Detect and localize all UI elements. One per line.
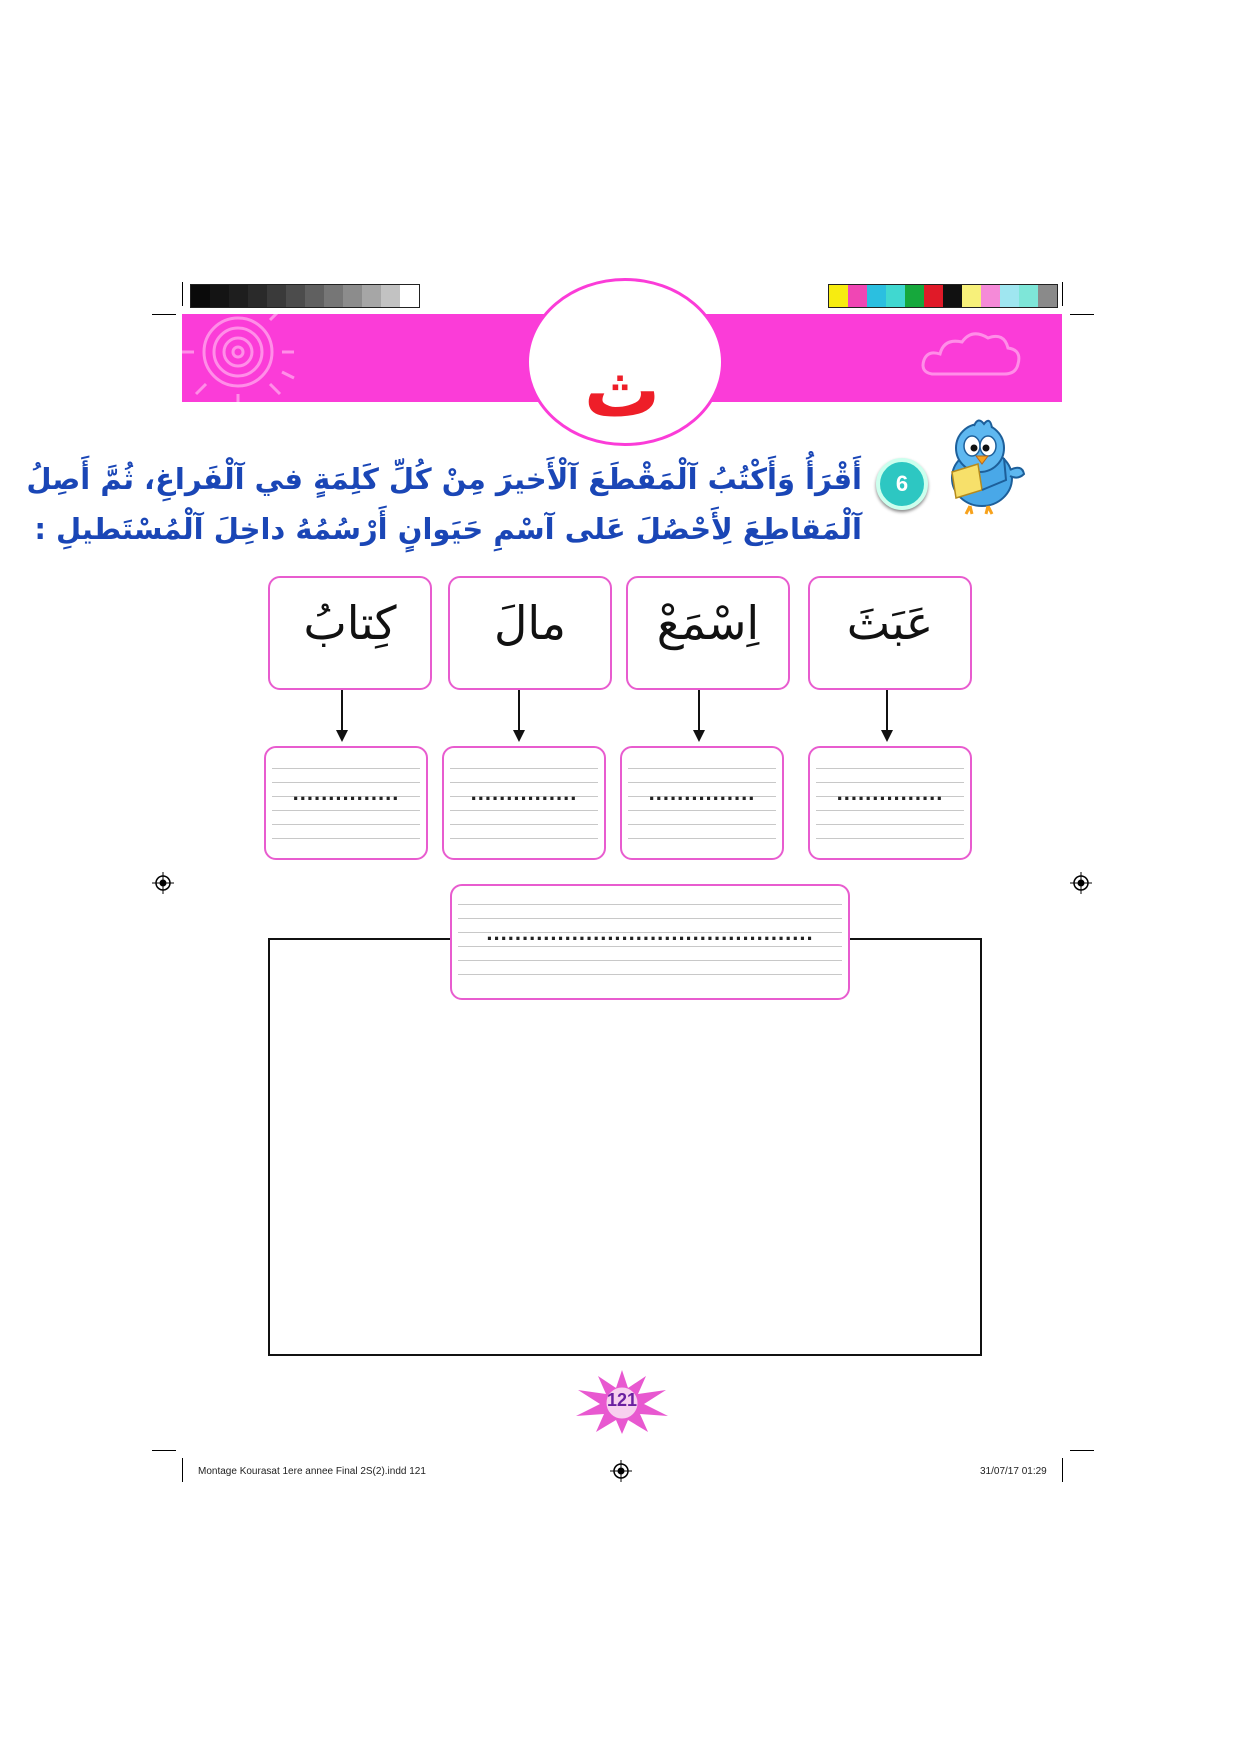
registration-mark-icon — [610, 1460, 632, 1482]
calibration-swatch — [886, 285, 905, 307]
answer-blank: .............................................. — [486, 920, 814, 945]
arrow-head-icon — [513, 730, 525, 742]
animal-name-answer-box[interactable] — [450, 884, 850, 1000]
answer-box[interactable] — [808, 746, 972, 860]
crop-mark — [1070, 1450, 1094, 1451]
answer-blank: ............... — [648, 780, 756, 805]
footer-file-info: Montage Kourasat 1ere annee Final 2S(2).indd 121 — [198, 1466, 426, 1477]
down-arrow — [518, 690, 520, 732]
exercise-number-badge: 6 — [876, 458, 928, 510]
calibration-swatch — [210, 285, 229, 307]
answer-blank: ............... — [292, 780, 400, 805]
calibration-swatch — [924, 285, 943, 307]
page-number: 121 — [606, 1390, 638, 1410]
calibration-swatch — [962, 285, 981, 307]
color-calibration-bar — [828, 284, 1058, 308]
calibration-swatch — [305, 285, 324, 307]
word-text: عَبَثَ — [846, 596, 934, 650]
footer-date: 31/07/17 01:29 — [980, 1466, 1047, 1477]
answer-blank: ............... — [836, 780, 944, 805]
arrow-head-icon — [881, 730, 893, 742]
crop-mark — [182, 282, 183, 306]
registration-mark-icon — [152, 872, 174, 894]
calibration-swatch — [981, 285, 1000, 307]
crop-mark — [1062, 282, 1063, 306]
word-box — [448, 576, 612, 690]
calibration-swatch — [829, 285, 848, 307]
word-text: مالَ — [493, 596, 567, 650]
calibration-swatch — [1038, 285, 1057, 307]
calibration-swatch — [943, 285, 962, 307]
answer-box[interactable] — [620, 746, 784, 860]
calibration-swatch — [1000, 285, 1019, 307]
down-arrow — [886, 690, 888, 732]
sun-decoration-icon — [182, 314, 342, 402]
calibration-swatch — [905, 285, 924, 307]
down-arrow — [698, 690, 700, 732]
calibration-swatch — [362, 285, 381, 307]
answer-blank: ............... — [470, 780, 578, 805]
answer-box[interactable] — [264, 746, 428, 860]
calibration-swatch — [848, 285, 867, 307]
calibration-swatch — [191, 285, 210, 307]
calibration-swatch — [343, 285, 362, 307]
registration-mark-icon — [1070, 872, 1092, 894]
calibration-swatch — [248, 285, 267, 307]
calibration-swatch — [286, 285, 305, 307]
calibration-swatch — [867, 285, 886, 307]
drawing-area[interactable] — [268, 938, 982, 1356]
crop-mark — [1062, 1458, 1063, 1482]
down-arrow — [341, 690, 343, 732]
calibration-swatch — [324, 285, 343, 307]
crop-mark — [152, 1450, 176, 1451]
answer-box[interactable] — [442, 746, 606, 860]
instruction-line-2: آلْمَقاطِعَ لِأَحْصُلَ عَلى آسْمِ حَيَوانٍ أَرْسُمُهُ داخِلَ آلْمُسْتَطيلِ : — [34, 512, 862, 546]
featured-letter: ث — [583, 345, 661, 434]
crop-mark — [152, 314, 176, 315]
word-box — [808, 576, 972, 690]
instruction-line-1: أَقْرَأُ وَأَكْتُبُ آلْمَقْطَعَ آلْأَخيرَ مِنْ كُلِّ كَلِمَةٍ في آلْفَراغِ، ثُمَّ أَصِلُ — [26, 462, 862, 496]
calibration-swatch — [400, 285, 419, 307]
arrow-head-icon — [336, 730, 348, 742]
cloud-decoration-icon — [902, 314, 1062, 402]
bird-reading-mascot-icon — [930, 418, 1026, 518]
calibration-swatch — [1019, 285, 1038, 307]
crop-mark — [182, 1458, 183, 1482]
crop-mark — [1070, 314, 1094, 315]
word-text: اِسْمَعْ — [656, 596, 760, 650]
calibration-swatch — [267, 285, 286, 307]
grayscale-calibration-bar — [190, 284, 420, 308]
arrow-head-icon — [693, 730, 705, 742]
word-box — [626, 576, 790, 690]
calibration-swatch — [229, 285, 248, 307]
calibration-swatch — [381, 285, 400, 307]
word-box — [268, 576, 432, 690]
word-text: كِتابُ — [303, 596, 397, 650]
